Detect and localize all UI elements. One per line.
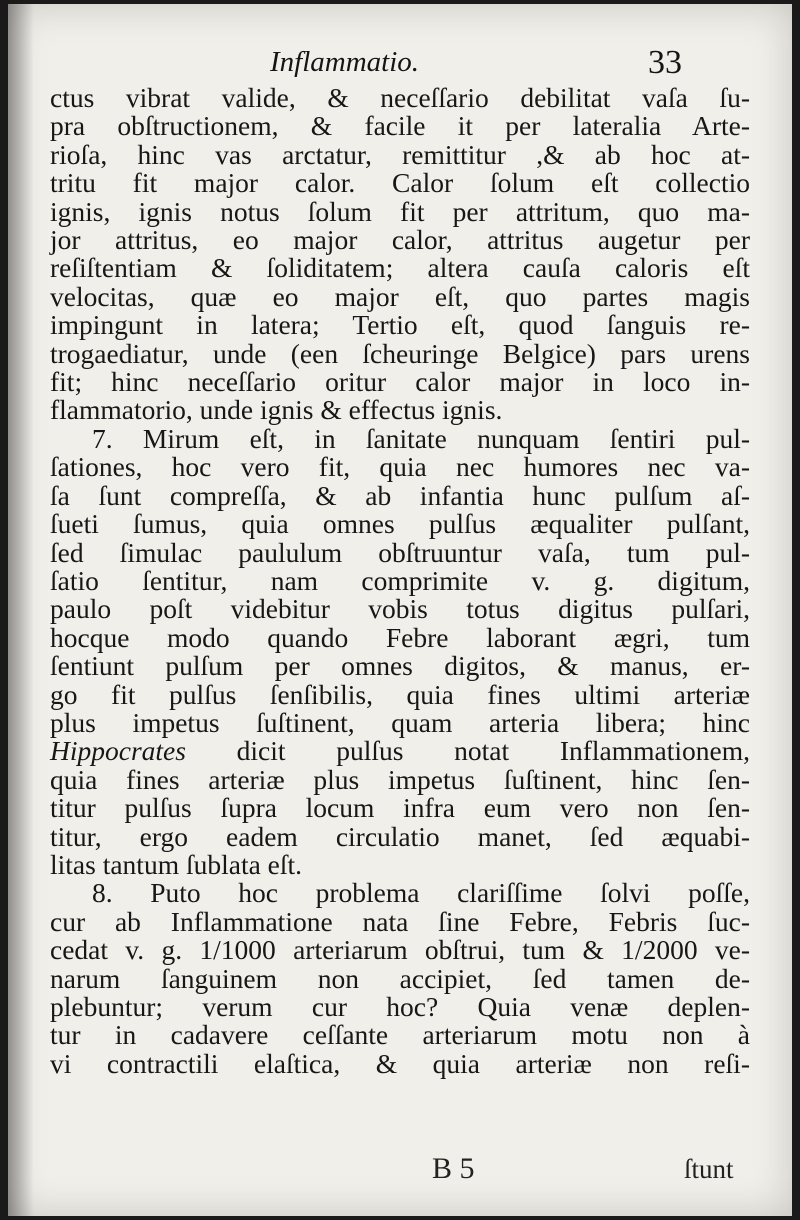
text-line: ignis, ignis notus ſolum fit per attritum, quo ma-	[50, 195, 750, 227]
text-line: hocque modo quando Febre laborant ægri, tum	[50, 621, 750, 653]
text-line: ctus vibrat valide, & neceſſario debilitat vaſa ſu-	[50, 82, 750, 113]
page-footer	[8, 1152, 792, 1192]
text-line: plus impetus ſuſtinent, quam arteria libera; hinc	[50, 706, 750, 738]
text-line: ſa ſunt compreſſa, & ab infantia hunc pulſum aſ-	[50, 479, 750, 511]
text-line: velocitas, quæ eo major eſt, quo partes magis	[50, 280, 750, 312]
paragraph-7	[50, 422, 750, 880]
running-title: Inflammatio.	[270, 46, 420, 78]
signature-mark: B 5	[432, 1152, 475, 1185]
catchword: ſtunt	[684, 1154, 734, 1184]
text-line: titur, ergo eadem circulatio manet, ſed æquabi-	[50, 820, 750, 852]
paragraph-continued	[50, 84, 750, 425]
body-text	[50, 84, 750, 1078]
text-line: ſentiunt pulſum per omnes digitos, & manus, er-	[50, 650, 750, 682]
text-line: jor attritus, eo major calor, attritus augetur per	[50, 224, 750, 256]
book-page	[8, 4, 792, 1216]
page-number: 33	[648, 44, 682, 81]
text-line: go fit pulſus ſenſibilis, quia fines ultimi arteriæ	[50, 678, 750, 710]
author-name: Hippocrates	[50, 735, 186, 767]
page-gutter-shadow	[8, 4, 34, 1216]
text-line: plebuntur; verum cur hoc? Quia venæ deplen-	[50, 991, 750, 1022]
text-line: vi contractili elaſtica, & quia arteriæ non reſi-	[50, 1047, 750, 1079]
text-line: cur ab Inflammatione nata ſine Febre, Febris ſuc-	[50, 905, 750, 937]
text-line: Hippocrates dicit pulſus notat Inflammationem,	[50, 735, 750, 767]
text-line: trogaediatur, unde (een ſcheuringe Belgice) pars urens	[50, 337, 750, 369]
paragraph-8	[50, 879, 750, 1078]
text-line: cedat v. g. 1/1000 arteriarum obſtrui, tum & 1/2000 ve-	[50, 934, 750, 966]
text-line: flammatorio, unde ignis & effectus ignis.	[50, 394, 503, 426]
text-line: ſed ſimulac paululum obſtruuntur vaſa, tum pul-	[50, 536, 750, 568]
text-line: tur in cadavere ceſſante arteriarum motu non à	[50, 1019, 750, 1051]
text-line: narum ſanguinem non accipiet, ſed tamen de-	[50, 962, 750, 994]
text-line: 7. Mirum eſt, in ſanitate nunquam ſentiri pul-	[92, 422, 750, 454]
text-line: rioſa, hinc vas arctatur, remittitur ,& ab hoc at-	[50, 138, 750, 170]
text-line: ſationes, hoc vero fit, quia nec humores nec va-	[50, 451, 750, 483]
text-line: tritu fit major calor. Calor ſolum eſt collectio	[50, 167, 750, 199]
text-line: reſiſtentiam & ſoliditatem; altera cauſa caloris eſt	[50, 252, 750, 284]
text-line: ſueti ſumus, quia omnes pulſus æqualiter pulſant,	[50, 508, 750, 540]
text-line: paulo poſt videbitur vobis totus digitus pulſari,	[50, 593, 750, 625]
text-line: titur pulſus ſupra locum infra eum vero non ſen-	[50, 792, 750, 824]
text-line: fit; hinc neceſſario oritur calor major in loco in-	[50, 366, 750, 398]
text-line: impingunt in latera; Tertio eſt, quod ſanguis re-	[50, 309, 750, 341]
text-line: quia fines arteriæ plus impetus ſuſtinent, hinc ſen-	[50, 763, 750, 795]
text-line: litas tantum ſublata eſt.	[50, 848, 303, 880]
text-line: ſatio ſentitur, nam comprimite v. g. digitum,	[50, 564, 750, 596]
page-header	[8, 46, 792, 86]
text-line: 8. Puto hoc problema clariſſime ſolvi poſſe,	[92, 877, 750, 909]
text-line: pra obſtructionem, & facile it per lateralia Arte-	[50, 110, 750, 142]
